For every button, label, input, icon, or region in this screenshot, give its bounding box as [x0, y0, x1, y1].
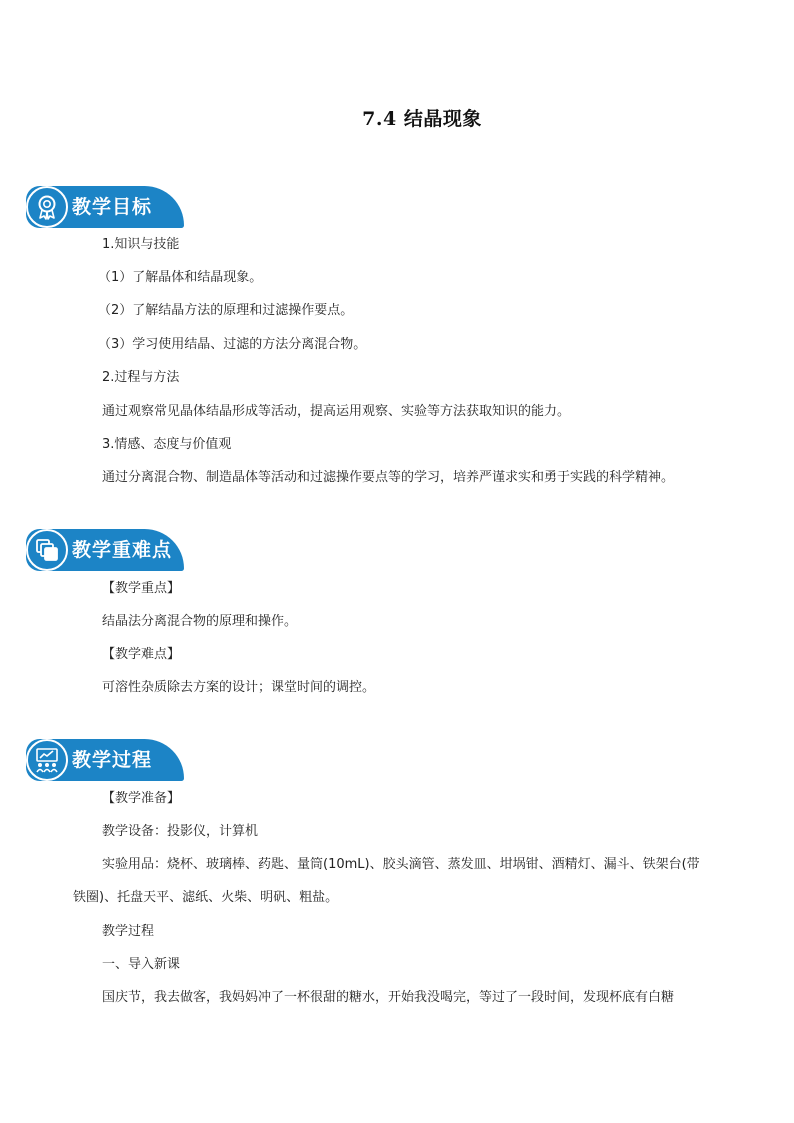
- key-points-line: 【教学重点】: [102, 581, 181, 596]
- process-line: 教学设备：投影仪，计算机: [102, 824, 259, 839]
- objectives-line: 2.过程与方法: [102, 370, 180, 385]
- process-line: 一、导入新课: [102, 957, 181, 972]
- process-line: 实验用品：烧杯、玻璃棒、药匙、量筒(10mL)、胶头滴管、蒸发皿、坩埚钳、酒精灯、漏斗、铁架台(带: [102, 857, 700, 872]
- section-heading-key-points: 教学重难点: [72, 539, 173, 561]
- objectives-line: 3.情感、态度与价值观: [102, 437, 232, 452]
- presentation-group-icon: [34, 747, 60, 773]
- process-line: 教学过程: [102, 924, 155, 939]
- objectives-line: （3）学习使用结晶、过滤的方法分离混合物。: [98, 337, 367, 352]
- process-line: 铁圈)、托盘天平、滤纸、火柴、明矾、粗盐。: [73, 890, 339, 905]
- section-heading-objectives: 教学目标: [72, 196, 153, 218]
- section-banner-key-points: [26, 529, 186, 571]
- objectives-line: 通过分离混合物、制造晶体等活动和过滤操作要点等的学习，培养严谨求实和勇于实践的科学精神。: [102, 470, 675, 485]
- section-banner-process: [26, 739, 186, 781]
- stacked-documents-icon: [34, 537, 60, 563]
- key-points-line: 【教学难点】: [102, 647, 181, 662]
- process-line: 【教学准备】: [102, 791, 181, 806]
- key-points-line: 结晶法分离混合物的原理和操作。: [102, 614, 298, 629]
- process-line: 国庆节，我去做客，我妈妈冲了一杯很甜的糖水，开始我没喝完，等过了一段时间，发现杯底有白糖: [102, 990, 675, 1005]
- section-heading-process: 教学过程: [72, 749, 153, 771]
- objectives-line: 1.知识与技能: [102, 237, 180, 252]
- objectives-line: 通过观察常见晶体结晶形成等活动，提高运用观察、实验等方法获取知识的能力。: [102, 404, 571, 419]
- award-ribbon-icon: [34, 194, 60, 220]
- document-title: 7.4 结晶现象: [362, 108, 482, 130]
- section-banner-objectives: [26, 186, 186, 228]
- objectives-line: （2）了解结晶方法的原理和过滤操作要点。: [98, 303, 354, 318]
- objectives-line: （1）了解晶体和结晶现象。: [98, 270, 263, 285]
- key-points-line: 可溶性杂质除去方案的设计；课堂时间的调控。: [102, 680, 376, 695]
